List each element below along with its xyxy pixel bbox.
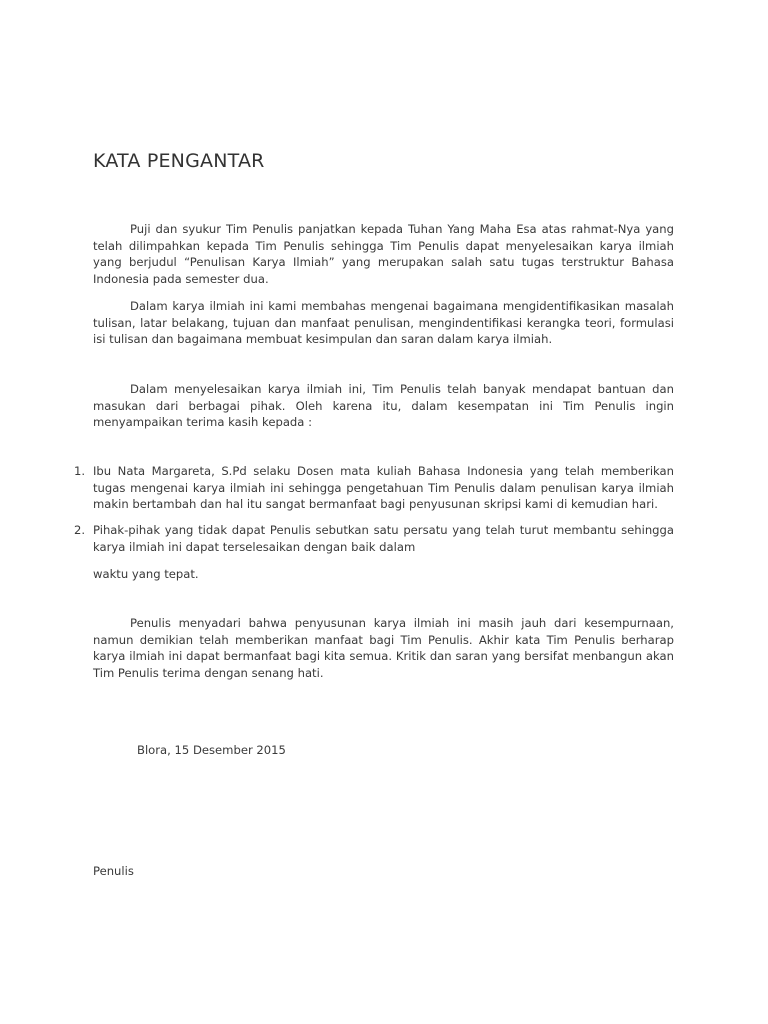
- list-continuation: waktu yang tepat.: [93, 567, 199, 581]
- list-item-1: [74, 463, 674, 513]
- list-number: 1.: [74, 464, 86, 478]
- paragraph-content: Dalam karya ilmiah ini kami membahas mengenai bagaimana mengidentifikasikan masalah tulisan, latar belakang, tujuan dan manfaat penulisan, mengindentifikasi kerangka teori, formulasi isi tulisan dan bagaimana membuat kesimpulan dan saran dalam karya ilmiah.: [93, 299, 674, 346]
- list-item-2: [74, 522, 674, 555]
- page-title: KATA PENGANTAR: [93, 150, 265, 172]
- signature: Penulis: [93, 864, 134, 878]
- paragraph-closing: Penulis menyadari bahwa penyusunan karya ilmiah ini masih jauh dari kesempurnaan, namun demikian telah memberikan manfaat bagi Tim Penulis. Akhir kata Tim Penulis berharap karya ilmiah ini dapat bermanfaat bagi kita semua. Kritik dan saran yang bersifat menbangun akan Tim Penulis terima dengan senang hati.: [93, 616, 674, 680]
- list-item-text: Pihak-pihak yang tidak dapat Penulis sebutkan satu persatu yang telah turut membantu sehingga karya ilmiah ini dapat terselesaikan dengan baik dalam: [93, 523, 674, 554]
- list-item-text: Ibu Nata Margareta, S.Pd selaku Dosen mata kuliah Bahasa Indonesia yang telah memberikan tugas mengenai karya ilmiah ini sehingga pengetahuan Tim Penulis dalam penulisan karya ilmiah makin bertambah dan hal itu sangat bermanfaat bagi penyusunan skripsi kami di kemudian hari.: [93, 464, 674, 511]
- paragraph-intro: Puji dan syukur Tim Penulis panjatkan kepada Tuhan Yang Maha Esa atas rahmat-Nya yang telah dilimpahkan kepada Tim Penulis sehingga Tim Penulis dapat menyelesaikan karya ilmiah yang berjudul “Penulisan Karya Ilmiah” yang merupakan salah satu tugas terstruktur Bahasa Indonesia pada semester dua.: [93, 222, 674, 286]
- list-number: 2.: [74, 523, 86, 537]
- place-date: Blora, 15 Desember 2015: [137, 743, 286, 757]
- paragraph-thanks: Dalam menyelesaikan karya ilmiah ini, Tim Penulis telah banyak mendapat bantuan dan masukan dari berbagai pihak. Oleh karena itu, dalam kesempatan ini Tim Penulis ingin menyampaikan terima kasih kepada :: [93, 382, 674, 429]
